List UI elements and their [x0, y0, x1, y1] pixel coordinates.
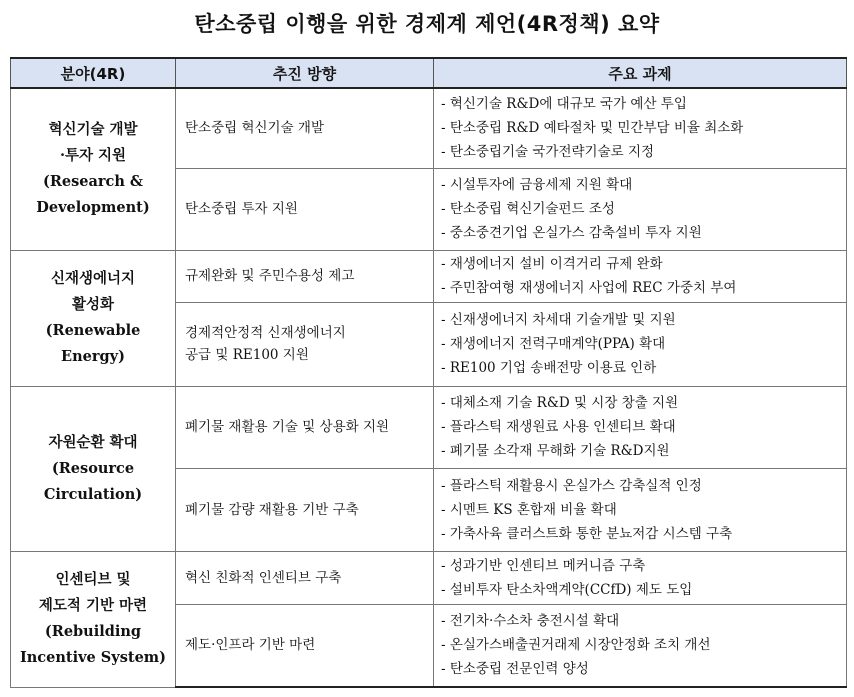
direction-line: 폐기물 감량 재활용 기반 구축 [185, 501, 359, 518]
task-item: - 탄소중립 혁신기술펀드 조성 [441, 201, 615, 217]
task-item: - 혁신기술 R&D에 대규모 국가 예산 투입 [441, 96, 687, 113]
direction-cell [176, 168, 434, 250]
table-row [11, 88, 847, 168]
table-row [11, 386, 847, 468]
task-item: - 폐기물 소각재 무해화 기술 R&D지원 [441, 443, 670, 459]
direction-cell [176, 468, 434, 551]
direction-line: 제도·인프라 기반 마련 [185, 637, 316, 654]
category-line: Energy) [61, 348, 125, 365]
tasks-cell [434, 88, 847, 168]
direction-cell [176, 604, 434, 687]
tasks-cell [434, 250, 847, 302]
task-list [441, 173, 846, 245]
direction-line: 경제적안정적 신재생에너지 [185, 325, 346, 341]
table-row [11, 250, 847, 302]
direction-cell [176, 386, 434, 468]
task-item: - 탄소중립기술 국가전략기술로 지정 [441, 144, 655, 161]
task-item: - 플라스틱 재생원료 사용 인센티브 확대 [441, 419, 676, 435]
tasks-cell [434, 168, 847, 250]
task-item: - 주민참여형 재생에너지 사업에 REC 가중치 부여 [441, 280, 737, 296]
direction-line: 폐기물 재활용 기술 및 상용화 지원 [185, 419, 390, 435]
tasks-cell [434, 551, 847, 604]
task-list [441, 554, 846, 602]
task-item: - 재생에너지 설비 이격거리 규제 완화 [441, 256, 663, 272]
task-item: - RE100 기업 송배전망 이용료 인하 [441, 360, 657, 376]
table-body [11, 88, 847, 687]
category-line: 활성화 [71, 296, 115, 313]
task-item: - 재생에너지 전력구매계약(PPA) 확대 [441, 336, 666, 352]
category-line: 제도적 기반 마련 [38, 597, 148, 614]
direction-line: 혁신 친화적 인센티브 구축 [185, 569, 342, 586]
category-cell [11, 386, 176, 551]
category-line: 인센티브 및 [55, 571, 131, 588]
direction-cell [176, 250, 434, 302]
table-header-row [11, 58, 847, 88]
category-line: 신재생에너지 [50, 270, 136, 287]
header-field: 분야(4R) [11, 58, 176, 88]
direction-line: 공급 및 RE100 지원 [185, 347, 309, 363]
tasks-cell [434, 468, 847, 551]
task-item: - 전기차·수소차 충전시설 확대 [441, 613, 620, 630]
task-item: - 시멘트 KS 혼합재 비율 확대 [441, 501, 617, 518]
category-line: Circulation) [43, 485, 143, 503]
category-line: ·투자 지원 [59, 147, 127, 165]
direction-line: 탄소중립 투자 지원 [185, 201, 298, 217]
task-item: - 플라스틱 재활용시 온실가스 감축실적 인정 [441, 477, 702, 494]
task-item: - 설비투자 탄소차액계약(CCfD) 제도 도입 [441, 581, 693, 598]
category-cell [11, 551, 176, 687]
direction-cell [176, 551, 434, 604]
tasks-cell [434, 386, 847, 468]
task-item: - 성과기반 인센티브 메커니즘 구축 [441, 557, 646, 574]
page-title: 탄소중립 이행을 위한 경제계 제언(4R정책) 요약 [194, 12, 660, 36]
task-list [441, 252, 846, 300]
category-line: 혁신기술 개발 [48, 121, 138, 139]
direction-line: 규제완화 및 주민수용성 제고 [185, 268, 355, 284]
tasks-cell [434, 604, 847, 687]
task-item: - 가축사육 클러스트화 통한 분뇨저감 시스템 구축 [441, 525, 733, 542]
category-line: (Rebuilding [44, 623, 142, 640]
category-line: (Renewable [45, 322, 141, 339]
task-item: - 대체소재 기술 R&D 및 시장 창출 지원 [441, 395, 679, 411]
task-item: - 탄소중립 R&D 예타절차 및 민간부담 비율 최소화 [441, 120, 744, 137]
task-item: - 신재생에너지 차세대 기술개발 및 지원 [441, 312, 676, 328]
task-list [441, 609, 846, 681]
tasks-cell [434, 302, 847, 386]
direction-cell [176, 88, 434, 168]
task-list [441, 92, 846, 164]
category-line: (Research & [42, 173, 144, 191]
category-line: 자원순환 확대 [48, 433, 138, 451]
category-cell [11, 250, 176, 386]
category-line: Development) [36, 199, 150, 217]
task-item: - 온실가스배출권거래제 시장안정화 조치 개선 [441, 637, 711, 654]
policy-summary-table [10, 57, 847, 688]
category-line: (Resource [51, 459, 135, 477]
header-tasks: 주요 과제 [434, 58, 847, 88]
task-list [441, 308, 846, 380]
category-line: Incentive System) [19, 649, 166, 666]
task-list [441, 391, 846, 463]
direction-line: 탄소중립 혁신기술 개발 [185, 120, 324, 137]
category-cell [11, 88, 176, 250]
task-list [441, 474, 846, 546]
direction-cell [176, 302, 434, 386]
task-item: - 중소중견기업 온실가스 감축설비 투자 지원 [441, 225, 702, 241]
header-direction: 추진 방향 [176, 58, 434, 88]
task-item: - 시설투자에 금융세제 지원 확대 [441, 177, 633, 193]
task-item: - 탄소중립 전문인력 양성 [441, 661, 589, 678]
table-row [11, 551, 847, 604]
